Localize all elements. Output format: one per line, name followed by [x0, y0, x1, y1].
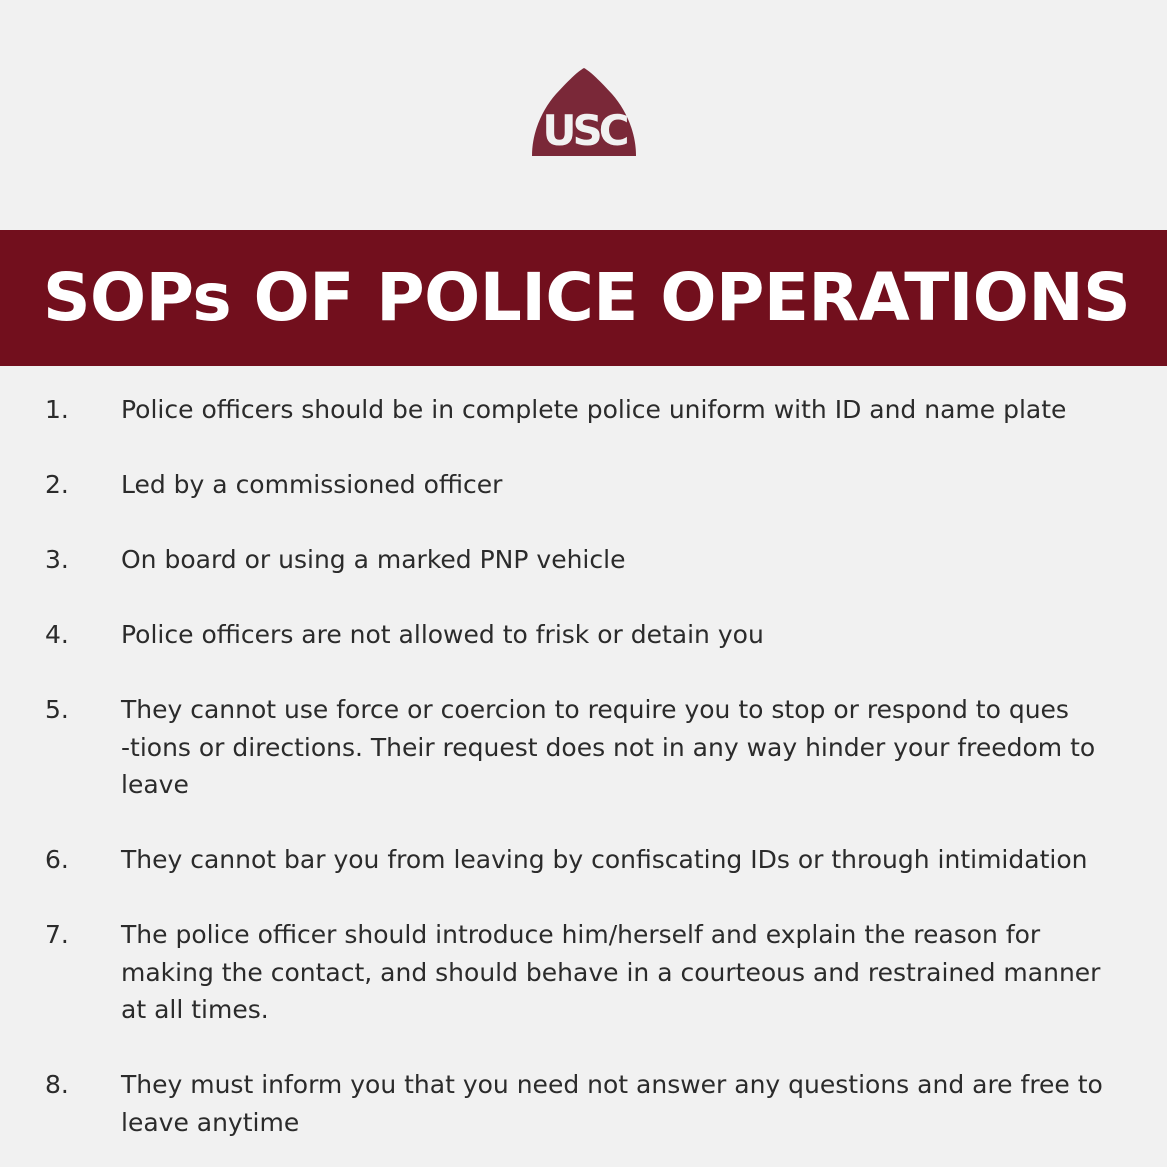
item-text-line: On board or using a marked PNP vehicle	[121, 545, 626, 574]
item-text-line: leave	[121, 770, 189, 799]
item-number: 6.	[45, 845, 69, 874]
item-number: 5.	[45, 695, 69, 724]
item-text-line: Led by a commissioned officer	[121, 470, 503, 499]
item-number: 1.	[45, 395, 69, 424]
item-text-line: The police officer should introduce him/herself and explain the reason for	[121, 920, 1041, 949]
item-text	[121, 541, 1131, 579]
item-text	[121, 466, 1131, 504]
item-text-line: They cannot use force or coercion to require you to stop or respond to ques	[121, 695, 1069, 724]
item-text-line: making the contact, and should behave in a courteous and restrained manner	[121, 957, 1101, 987]
item-text	[121, 841, 1131, 879]
item-text	[121, 616, 1131, 654]
item-number: 7.	[45, 920, 69, 949]
item-number: 3.	[45, 545, 69, 574]
item-text	[121, 916, 1131, 1029]
item-number: 4.	[45, 620, 69, 649]
item-text	[121, 1066, 1131, 1141]
item-text-line: They must inform you that you need not answer any questions and are free to	[121, 1070, 1103, 1099]
item-text-line: They cannot bar you from leaving by confiscating IDs or through intimidation	[121, 845, 1088, 874]
item-number: 8.	[45, 1070, 69, 1099]
item-text-line: -tions or directions. Their request does not in any way hinder your freedom to	[121, 732, 1096, 762]
item-text-line: Police officers should be in complete police uniform with ID and name plate	[121, 395, 1067, 424]
item-text-line: at all times.	[121, 995, 269, 1024]
item-number: 2.	[45, 470, 69, 499]
item-text	[121, 391, 1131, 429]
page-title: SOPs OF POLICE OPERATIONS	[43, 259, 1131, 336]
usc-logo-letters: USC	[542, 106, 626, 155]
item-text	[121, 691, 1131, 804]
item-text-line: leave anytime	[121, 1107, 300, 1137]
item-text-line: Police officers are not allowed to frisk or detain you	[121, 620, 764, 649]
